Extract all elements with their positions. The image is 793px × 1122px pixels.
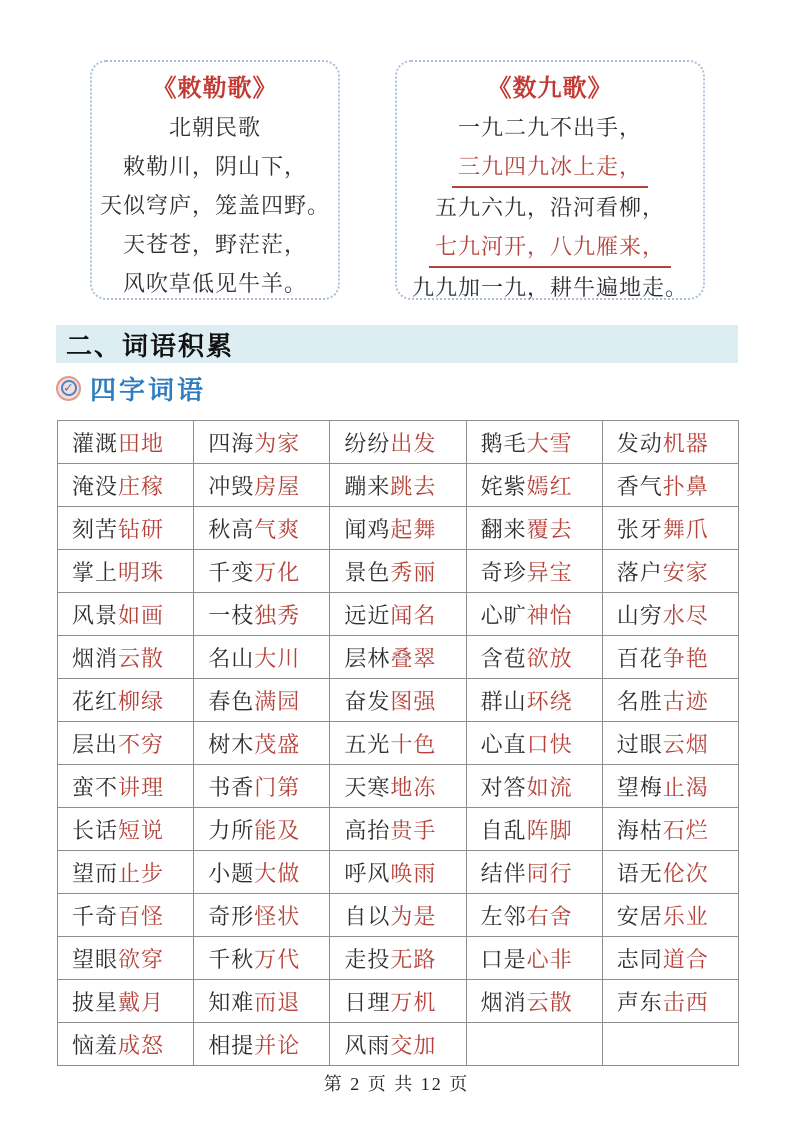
table-row — [58, 765, 739, 808]
idiom-cell — [602, 550, 738, 593]
poem-line — [397, 147, 703, 188]
idiom-part-black: 闻鸡 — [344, 516, 391, 542]
idiom-cell — [602, 507, 738, 550]
idiom-cell — [466, 980, 602, 1023]
table-row — [58, 980, 739, 1023]
poem-title: 《敕勒歌》 — [152, 76, 278, 102]
idiom-part-red: 万代 — [254, 946, 301, 972]
idiom-cell — [330, 507, 466, 550]
idiom-cell — [602, 1023, 738, 1066]
idiom-cell — [330, 464, 466, 507]
idiom-part-black: 名山 — [208, 645, 255, 671]
idiom-part-black: 掌上 — [72, 559, 119, 585]
idiom-part-red: 机器 — [662, 430, 709, 456]
idiom-part-black: 纷纷 — [344, 430, 391, 456]
idiom-part-black: 高抬 — [344, 817, 391, 843]
idiom-cell — [58, 550, 194, 593]
idiom-cell — [58, 980, 194, 1023]
idiom-part-black: 含苞 — [480, 645, 527, 671]
idiom-part-red: 无路 — [390, 946, 437, 972]
idiom-part-red: 地冻 — [390, 774, 437, 800]
idiom-part-black: 自乱 — [480, 817, 527, 843]
idiom-part-red: 石烂 — [662, 817, 709, 843]
idiom-part-black: 发动 — [616, 430, 663, 456]
idiom-part-black: 刻苦 — [72, 516, 119, 542]
poem-line-text: 一九二九不出手， — [457, 115, 642, 140]
idiom-part-red: 同行 — [526, 860, 573, 886]
idiom-cell — [330, 937, 466, 980]
idiom-part-red: 戴月 — [118, 989, 165, 1015]
idiom-cell — [602, 937, 738, 980]
table-row — [58, 679, 739, 722]
idiom-part-red: 异宝 — [526, 559, 573, 585]
idiom-part-red: 阵脚 — [526, 817, 573, 843]
subsection-title: 四字词语 — [90, 375, 207, 405]
poem-line — [92, 225, 338, 264]
idiom-part-red: 讲理 — [118, 774, 165, 800]
idiom-part-red: 成怒 — [118, 1032, 165, 1058]
idiom-part-black: 灌溉 — [72, 430, 119, 456]
idiom-part-red: 气爽 — [254, 516, 301, 542]
idiom-part-black: 远近 — [344, 602, 391, 628]
idiom-cell — [602, 636, 738, 679]
idiom-part-black: 志同 — [616, 946, 663, 972]
idiom-cell — [330, 765, 466, 808]
idiom-part-red: 云烟 — [662, 731, 709, 757]
idiom-cell — [466, 894, 602, 937]
idiom-part-black: 安居 — [616, 903, 663, 929]
idiom-part-black: 呼风 — [344, 860, 391, 886]
idiom-part-red: 止渴 — [662, 774, 709, 800]
poem-line-text: 风吹草低见牛羊。 — [122, 271, 307, 296]
idiom-part-black: 语无 — [616, 860, 663, 886]
idiom-part-red: 大雪 — [526, 430, 573, 456]
idiom-cell — [194, 937, 330, 980]
idiom-part-black: 左邻 — [480, 903, 527, 929]
idiom-cell — [330, 894, 466, 937]
idiom-part-red: 满园 — [254, 688, 301, 714]
idiom-cell — [194, 808, 330, 851]
idiom-part-red: 能及 — [254, 817, 301, 843]
idiom-part-black: 翻来 — [480, 516, 527, 542]
idiom-part-black: 蹦来 — [344, 473, 391, 499]
idiom-cell — [330, 1023, 466, 1066]
idiom-cell — [58, 636, 194, 679]
table-row — [58, 636, 739, 679]
idiom-part-red: 道合 — [662, 946, 709, 972]
idiom-part-red: 百怪 — [118, 903, 165, 929]
idiom-part-red: 大做 — [254, 860, 301, 886]
idiom-cell — [602, 593, 738, 636]
idiom-part-black: 声东 — [616, 989, 663, 1015]
idiom-part-red: 覆去 — [526, 516, 573, 542]
idiom-part-black: 过眼 — [616, 731, 663, 757]
idiom-cell — [58, 464, 194, 507]
idiom-part-red: 交加 — [390, 1032, 437, 1058]
idiom-part-red: 如流 — [526, 774, 573, 800]
idiom-part-red: 图强 — [390, 688, 437, 714]
idiom-cell — [330, 808, 466, 851]
idiom-part-black: 奇珍 — [480, 559, 527, 585]
idiom-part-red: 茂盛 — [254, 731, 301, 757]
idiom-cell — [194, 679, 330, 722]
idiom-part-red: 古迹 — [662, 688, 709, 714]
idiom-cell — [194, 593, 330, 636]
idiom-part-red: 并论 — [254, 1032, 301, 1058]
idiom-cell — [602, 464, 738, 507]
idiom-part-black: 层林 — [344, 645, 391, 671]
idiom-part-red: 起舞 — [390, 516, 437, 542]
idiom-cell — [194, 507, 330, 550]
table-row — [58, 1023, 739, 1066]
idiom-cell — [58, 894, 194, 937]
idiom-part-black: 冲毁 — [208, 473, 255, 499]
idiom-part-black: 披星 — [72, 989, 119, 1015]
idiom-part-black: 望眼 — [72, 946, 119, 972]
idiom-part-black: 层出 — [72, 731, 119, 757]
idiom-part-black: 秋高 — [208, 516, 255, 542]
idiom-cell — [58, 722, 194, 765]
idiom-part-red: 庄稼 — [118, 473, 165, 499]
poem-line-text: 五九六九，沿河看柳， — [434, 195, 665, 220]
table-row — [58, 722, 739, 765]
poem-box-shujiuge — [395, 60, 705, 300]
idiom-part-red: 神怡 — [526, 602, 573, 628]
idiom-part-black: 五光 — [344, 731, 391, 757]
idiom-part-red: 争艳 — [662, 645, 709, 671]
section-title: 二、词语积累 — [66, 330, 235, 361]
idiom-part-black: 日理 — [344, 989, 391, 1015]
idiom-part-red: 万机 — [390, 989, 437, 1015]
idiom-cell — [58, 593, 194, 636]
poem-line — [397, 188, 703, 227]
idiom-part-black: 对答 — [480, 774, 527, 800]
idiom-cell — [330, 679, 466, 722]
table-row — [58, 851, 739, 894]
idiom-part-black: 山穷 — [616, 602, 663, 628]
idiom-part-black: 景色 — [344, 559, 391, 585]
idiom-cell — [466, 937, 602, 980]
idiom-cell — [602, 894, 738, 937]
idiom-table — [57, 420, 739, 1066]
idiom-part-red: 环绕 — [526, 688, 573, 714]
idiom-part-red: 门第 — [254, 774, 301, 800]
idiom-part-black: 海枯 — [616, 817, 663, 843]
table-row — [58, 550, 739, 593]
idiom-cell — [602, 421, 738, 464]
idiom-part-black: 知难 — [208, 989, 255, 1015]
idiom-part-black: 奋发 — [344, 688, 391, 714]
idiom-part-red: 伦次 — [662, 860, 709, 886]
idiom-part-black: 心直 — [480, 731, 527, 757]
idiom-cell — [330, 980, 466, 1023]
idiom-part-black: 望梅 — [616, 774, 663, 800]
poem-lines — [92, 108, 338, 303]
idiom-part-red: 嫣红 — [526, 473, 573, 499]
idiom-part-red: 房屋 — [254, 473, 301, 499]
poem-line — [92, 264, 338, 303]
poem-line-text: 北朝民歌 — [168, 115, 261, 140]
poem-box-chilege — [90, 60, 340, 300]
idiom-cell — [602, 980, 738, 1023]
idiom-part-black: 淹没 — [72, 473, 119, 499]
idiom-cell — [466, 851, 602, 894]
idiom-part-red: 大川 — [254, 645, 301, 671]
idiom-part-red: 口快 — [526, 731, 573, 757]
idiom-part-black: 张牙 — [616, 516, 663, 542]
idiom-part-black: 书香 — [208, 774, 255, 800]
idiom-part-black: 千秋 — [208, 946, 255, 972]
idiom-part-black: 名胜 — [616, 688, 663, 714]
idiom-part-red: 叠翠 — [390, 645, 437, 671]
idiom-cell — [194, 980, 330, 1023]
idiom-part-black: 天寒 — [344, 774, 391, 800]
idiom-cell — [58, 679, 194, 722]
idiom-cell — [466, 593, 602, 636]
check-circle-icon — [56, 376, 81, 401]
section-header-band — [56, 325, 738, 363]
idiom-part-red: 止步 — [118, 860, 165, 886]
idiom-cell — [194, 851, 330, 894]
table-row — [58, 808, 739, 851]
idiom-part-red: 明珠 — [118, 559, 165, 585]
idiom-part-red: 独秀 — [254, 602, 301, 628]
idiom-part-black: 力所 — [208, 817, 255, 843]
idiom-cell — [194, 722, 330, 765]
check-mark-icon: ✓ — [61, 380, 77, 396]
poem-line — [397, 108, 703, 147]
idiom-part-red: 田地 — [118, 430, 165, 456]
idiom-part-red: 安家 — [662, 559, 709, 585]
table-row — [58, 464, 739, 507]
idiom-cell — [602, 722, 738, 765]
idiom-cell — [194, 1023, 330, 1066]
idiom-cell — [602, 765, 738, 808]
idiom-cell — [602, 808, 738, 851]
idiom-part-red: 欲放 — [526, 645, 573, 671]
poem-lines — [397, 108, 703, 307]
idiom-part-red: 唤雨 — [390, 860, 437, 886]
idiom-part-black: 心旷 — [480, 602, 527, 628]
idiom-part-black: 蛮不 — [72, 774, 119, 800]
idiom-cell — [330, 722, 466, 765]
poem-line — [92, 186, 338, 225]
idiom-cell — [58, 808, 194, 851]
idiom-part-red: 水尽 — [662, 602, 709, 628]
idiom-part-red: 舞爪 — [662, 516, 709, 542]
idiom-part-black: 姹紫 — [480, 473, 527, 499]
idiom-cell — [330, 636, 466, 679]
idiom-cell — [330, 550, 466, 593]
idiom-cell — [58, 851, 194, 894]
idiom-cell — [602, 851, 738, 894]
idiom-cell — [602, 679, 738, 722]
idiom-cell — [58, 507, 194, 550]
idiom-part-black: 小题 — [208, 860, 255, 886]
idiom-part-red: 怪状 — [254, 903, 301, 929]
idiom-cell — [330, 593, 466, 636]
idiom-cell — [194, 464, 330, 507]
idiom-cell — [466, 464, 602, 507]
idiom-part-red: 欲穿 — [118, 946, 165, 972]
idiom-part-black: 自以 — [344, 903, 391, 929]
idiom-cell — [194, 765, 330, 808]
idiom-part-black: 香气 — [616, 473, 663, 499]
poem-line-text: 敕勒川，阴山下， — [122, 154, 307, 179]
idiom-cell — [466, 421, 602, 464]
idiom-part-red: 乐业 — [662, 903, 709, 929]
poem-line-text: 九九加一九，耕牛遍地走。 — [411, 275, 688, 300]
idiom-part-black: 群山 — [480, 688, 527, 714]
idiom-part-black: 树木 — [208, 731, 255, 757]
subsection-heading — [56, 372, 206, 404]
idiom-cell — [330, 421, 466, 464]
poem-line-text: 七九河开，八九雁来， — [429, 230, 671, 268]
idiom-part-black: 风景 — [72, 602, 119, 628]
idiom-part-red: 万化 — [254, 559, 301, 585]
idiom-part-red: 如画 — [118, 602, 165, 628]
idiom-part-red: 右舍 — [526, 903, 573, 929]
idiom-cell — [466, 679, 602, 722]
idiom-cell — [466, 722, 602, 765]
idiom-part-red: 扑鼻 — [662, 473, 709, 499]
idiom-part-black: 千奇 — [72, 903, 119, 929]
idiom-part-black: 一枝 — [208, 602, 255, 628]
idiom-cell — [466, 1023, 602, 1066]
idiom-cell — [194, 636, 330, 679]
table-row — [58, 593, 739, 636]
idiom-cell — [466, 808, 602, 851]
idiom-cell — [466, 550, 602, 593]
idiom-part-black: 走投 — [344, 946, 391, 972]
idiom-part-black: 结伴 — [480, 860, 527, 886]
idiom-cell — [466, 765, 602, 808]
idiom-cell — [194, 894, 330, 937]
table-row — [58, 894, 739, 937]
poem-line — [397, 268, 703, 307]
idiom-cell — [58, 1023, 194, 1066]
idiom-cell — [194, 421, 330, 464]
idiom-cell — [466, 507, 602, 550]
poem-title: 《数九歌》 — [487, 76, 613, 102]
idiom-part-red: 为家 — [254, 430, 301, 456]
idiom-part-red: 出发 — [390, 430, 437, 456]
idiom-cell — [58, 765, 194, 808]
poem-line-text: 天似穹庐，笼盖四野。 — [99, 193, 330, 218]
idiom-cell — [194, 550, 330, 593]
idiom-part-red: 短说 — [118, 817, 165, 843]
idiom-cell — [58, 421, 194, 464]
idiom-part-red: 闻名 — [390, 602, 437, 628]
idiom-part-black: 春色 — [208, 688, 255, 714]
poem-line — [92, 108, 338, 147]
poem-line — [92, 147, 338, 186]
idiom-part-red: 击西 — [662, 989, 709, 1015]
idiom-part-red: 为是 — [390, 903, 437, 929]
idiom-part-red: 柳绿 — [118, 688, 165, 714]
table-row — [58, 421, 739, 464]
idiom-part-black: 四海 — [208, 430, 255, 456]
table-row — [58, 937, 739, 980]
idiom-cell — [466, 636, 602, 679]
idiom-part-black: 望而 — [72, 860, 119, 886]
poem-line-text: 天苍苍，野茫茫， — [122, 232, 307, 257]
idiom-part-black: 鹅毛 — [480, 430, 527, 456]
idiom-part-red: 秀丽 — [390, 559, 437, 585]
idiom-cell — [58, 937, 194, 980]
idiom-part-black: 相提 — [208, 1032, 255, 1058]
idiom-part-red: 云散 — [118, 645, 165, 671]
page-number-footer: 第 2 页 共 12 页 — [323, 1074, 470, 1094]
idiom-part-black: 千变 — [208, 559, 255, 585]
idiom-part-red: 而退 — [254, 989, 301, 1015]
idiom-part-black: 烟消 — [72, 645, 119, 671]
poem-line-text: 三九四九冰上走， — [452, 150, 648, 188]
idiom-part-black: 长话 — [72, 817, 119, 843]
idiom-part-red: 十色 — [390, 731, 437, 757]
idiom-part-red: 云散 — [526, 989, 573, 1015]
idiom-part-black: 烟消 — [480, 989, 527, 1015]
idiom-part-red: 不穷 — [118, 731, 165, 757]
idiom-part-black: 口是 — [480, 946, 527, 972]
idiom-part-red: 贵手 — [390, 817, 437, 843]
poem-line — [397, 227, 703, 268]
idiom-part-red: 钻研 — [118, 516, 165, 542]
idiom-part-black: 风雨 — [344, 1032, 391, 1058]
idiom-part-black: 落户 — [616, 559, 663, 585]
idiom-part-red: 跳去 — [390, 473, 437, 499]
idiom-cell — [330, 851, 466, 894]
idiom-part-black: 百花 — [616, 645, 663, 671]
table-row — [58, 507, 739, 550]
idiom-part-black: 花红 — [72, 688, 119, 714]
idiom-part-black: 恼羞 — [72, 1032, 119, 1058]
idiom-part-black: 奇形 — [208, 903, 255, 929]
idiom-part-red: 心非 — [526, 946, 573, 972]
